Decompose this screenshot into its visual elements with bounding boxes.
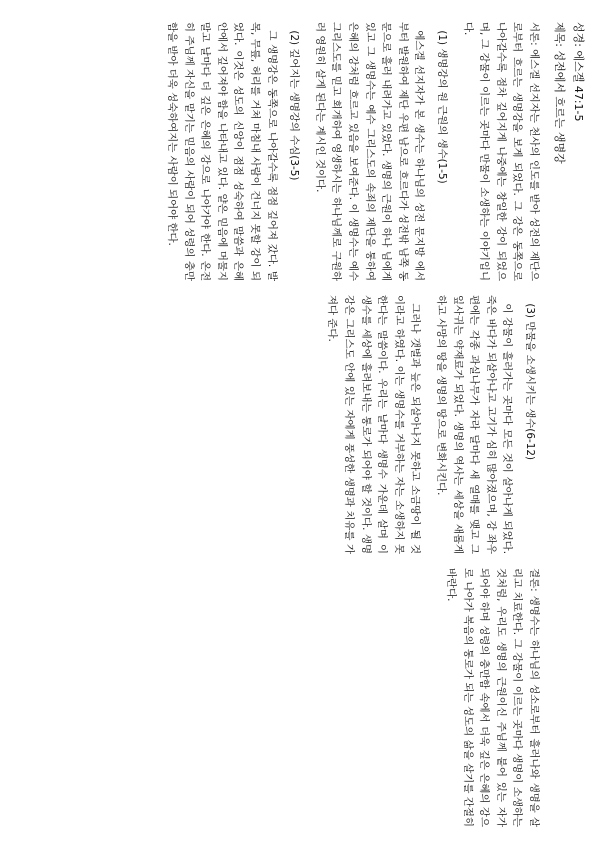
section-1-heading: (1) 생명강의 원 근원의 생수(1-5)	[436, 30, 449, 184]
section-2-heading: (2) 깊어지는 생명강의 수심(3-5)	[288, 30, 301, 181]
scripture-reference: 성경: 에스겔 47:1-5	[572, 22, 585, 122]
text-columns	[2, 22, 542, 827]
section-3-paragraph-2: 그러나 갯벌과 늪은 되살아나지 못하고 소금땅이 될 것이라고 하였다. 이는 생명수를 거부하는 자는 소생하지 못한다는 말씀이다. 우리는 날마다 생명수 가운데 살며 이 생수를 세상에 흘려보내는 통로가 되어야 할 것이다. 생명강은 그리스도 안에 있는 자에게 풍성한 생명과 치유를 가져다 준다.	[326, 295, 422, 554]
column-1	[2, 22, 542, 281]
conclusion-paragraph: 결론: 생명수는 하나님의 성소로부터 흘러나와 생명을 살리고 치료한다. 그 강물이 이르는 곳마다 생명이 소생하는 것처럼, 우리도 생명의 근원이신 주님께 붙어 있는 자가 되어야 하며 성령의 충만함 속에서 더욱 깊은 은혜의 강으로 나아가 복음의 통로가 되는 성도의 삶을 살기를 간절히 바란다.	[445, 568, 540, 827]
sermon-title: 제목: 성전에서 흐르는 생명강	[553, 22, 566, 164]
section-3-heading: (3) 만물을 소생시키는 생수(6-12)	[524, 303, 536, 461]
column-3	[2, 568, 542, 827]
introduction-paragraph: 서론: 에스겔 선지자는 천사의 인도를 받아 성전의 제단으로부터 흐르는 생명강을 보게 되었다. 그 강은 동쪽으로 나아갈수록 점차 깊어지게 나중에는 창일한 강이 되었으며, 그 강물이 이르는 곳마다 만물이 소생하는 이야기입니다.	[461, 22, 540, 281]
section-3-paragraph: 이 강물이 흘러가는 곳마다 모든 것이 살아나게 되었다. 죽은 바다가 되살아나고 고기가 심히 많아졌으며, 강 좌우편에는 각종 과실나무가 자라 달마다 새 열매를 맺고 그 잎사귀는 약재료가 되었다. 생명의 역사는 세상을 새롭게 하고 사망의 땅을 생명의 땅으로 변화시킨다.	[435, 295, 514, 554]
column-2	[2, 295, 542, 554]
section-1-paragraph: 에스겔 선지자가 본 생수는 하나님의 성전 문지방 에서부터 발원하여 제단 우편 남으로 흐르다가 성전밖 남쪽 동문으로 흘러 내려가고 있었다. 생명의 근원이 하나 님에게 있고 그 생명수는 예수 그리스도의 속죄의 제단을 통하여 은혜의 강처럼 흐르고 있음을 보여준다. 이 생명수는 예수 그리스도를 믿고 회개하여 영생하시는 하나님께로 구원하러 영원히 살게 된다는 계시인 것이다.	[313, 22, 426, 281]
section-2-paragraph: 그 생명강은 동쪽으로 나아갈수록 점점 깊어져 갔다. 발목, 무릎, 허리를 거쳐 마침내 사람이 건너지 못할 강이 되었다. 이것은 성도의 신앙이 점점 성숙하여 말씀과 은혜 안에서 깊어져야 함을 나타내고 있다. 얕은 믿음에 머물지 말고 날마다 더 깊은 은혜의 강으로 나아가야 한다. 온전히 주님께 자신을 맡기는 믿음의 사람이 되어 성령의 충만함을 받아 더욱 성숙하여지는 사람이 되어야 한다.	[166, 22, 278, 281]
